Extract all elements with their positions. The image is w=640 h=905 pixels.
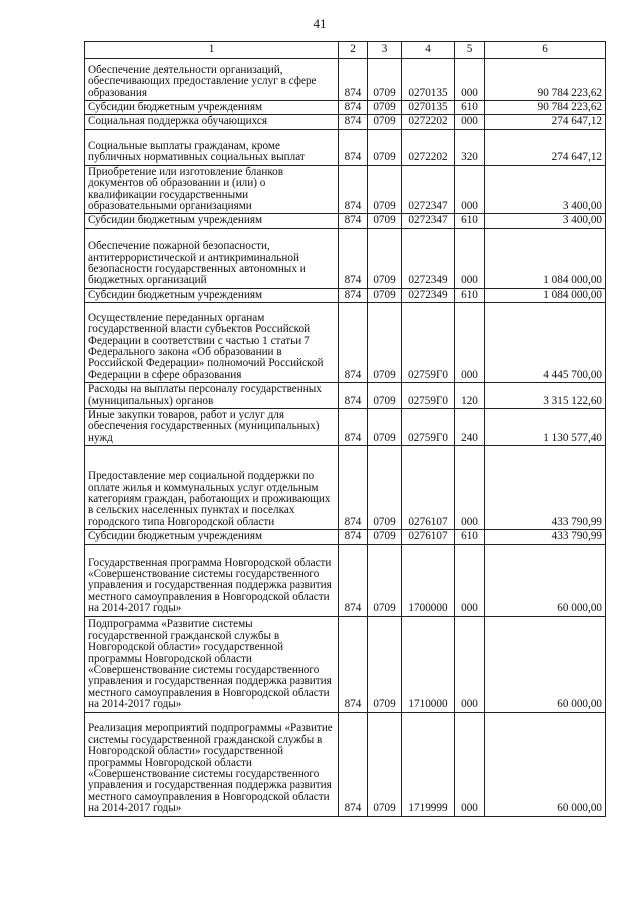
- table-row: [85, 446, 606, 530]
- table-row: [85, 228, 606, 288]
- row-code-2: 874: [339, 530, 368, 544]
- row-code-5: 000: [455, 228, 485, 288]
- row-amount: 60 000,00: [485, 712, 606, 816]
- row-code-4: 0272347: [402, 214, 455, 228]
- row-name: Субсидии бюджетным учреждениям: [85, 530, 339, 544]
- table-row: [85, 544, 606, 616]
- row-code-4: 0272347: [402, 165, 455, 214]
- row-name: Предоставление мер социальной поддержки по оплате жилья и коммунальных услуг отдельным категориям граждан, работающих и проживающих в сельских населенных пунктах и поселках городского типа Новгородской области: [85, 446, 339, 530]
- row-code-5: 000: [455, 303, 485, 383]
- row-code-2: 874: [339, 409, 368, 446]
- row-code-5: 610: [455, 101, 485, 115]
- page-number: 41: [313, 16, 327, 31]
- row-amount: 274 647,12: [485, 129, 606, 165]
- row-code-5: 000: [455, 115, 485, 129]
- row-code-3: 0709: [368, 115, 402, 129]
- row-code-2: 874: [339, 383, 368, 409]
- row-amount: 4 445 700,00: [485, 303, 606, 383]
- row-amount: 3 400,00: [485, 214, 606, 228]
- row-code-5: 240: [455, 409, 485, 446]
- row-name: Приобретение или изготовление бланков документов об образовании и (или) о квалификации государственными образовательными организациями: [85, 165, 339, 214]
- row-code-3: 0709: [368, 101, 402, 115]
- row-code-5: 120: [455, 383, 485, 409]
- row-amount: 433 790,99: [485, 530, 606, 544]
- row-amount: 433 790,99: [485, 446, 606, 530]
- table-row: [85, 59, 606, 101]
- row-code-5: 000: [455, 165, 485, 214]
- row-code-2: 874: [339, 165, 368, 214]
- row-code-4: 1700000: [402, 544, 455, 616]
- row-code-5: 000: [455, 59, 485, 101]
- header-col-6: 6: [485, 42, 606, 59]
- row-amount: 60 000,00: [485, 616, 606, 712]
- row-name: Подпрограмма «Развитие системы государственной гражданской службы в Новгородской области» государственной программы Новгородской области «Совершенствование системы государственного управления и государственная поддержка развития местного самоуправления в Новгородской области на 2014-2017 годы»: [85, 616, 339, 712]
- table-row: [85, 530, 606, 544]
- row-code-2: 874: [339, 544, 368, 616]
- row-name: Обеспечение пожарной безопасности, антитеррористической и антикриминальной безопасности государственных автономных и бюджетных организаций: [85, 228, 339, 288]
- row-code-3: 0709: [368, 409, 402, 446]
- row-name: Субсидии бюджетным учреждениям: [85, 214, 339, 228]
- row-amount: 274 647,12: [485, 115, 606, 129]
- table-row: [85, 383, 606, 409]
- row-code-4: 0270135: [402, 101, 455, 115]
- row-code-3: 0709: [368, 544, 402, 616]
- row-code-4: 0276107: [402, 446, 455, 530]
- budget-table: [84, 41, 606, 817]
- header-col-5: 5: [455, 42, 485, 59]
- table-row: [85, 165, 606, 214]
- table-row: [85, 616, 606, 712]
- row-code-3: 0709: [368, 288, 402, 302]
- row-code-2: 874: [339, 101, 368, 115]
- header-col-3: 3: [368, 42, 402, 59]
- row-code-5: 320: [455, 129, 485, 165]
- row-code-4: 1710000: [402, 616, 455, 712]
- row-code-4: 0270135: [402, 59, 455, 101]
- row-name: Государственная программа Новгородской области «Совершенствование системы государственного управления и государственная поддержка развития местного самоуправления в Новгородской области на 2014-2017 годы»: [85, 544, 339, 616]
- header-col-1: 1: [85, 42, 339, 59]
- table-row: [85, 214, 606, 228]
- row-code-3: 0709: [368, 228, 402, 288]
- row-code-5: 000: [455, 544, 485, 616]
- row-code-5: 000: [455, 616, 485, 712]
- row-name: Социальная поддержка обучающихся: [85, 115, 339, 129]
- row-name: Расходы на выплаты персоналу государственных (муниципальных) органов: [85, 383, 339, 409]
- row-amount: 3 315 122,60: [485, 383, 606, 409]
- row-code-4: 02759Г0: [402, 383, 455, 409]
- row-amount: 90 784 223,62: [485, 101, 606, 115]
- row-code-4: 0272349: [402, 228, 455, 288]
- row-code-3: 0709: [368, 446, 402, 530]
- header-col-2: 2: [339, 42, 368, 59]
- row-name: Иные закупки товаров, работ и услуг для обеспечения государственных (муниципальных) нужд: [85, 409, 339, 446]
- table-row: [85, 712, 606, 816]
- row-name: Осуществление переданных органам государственной власти субъектов Российской Федерации в соответствии с частью 1 статьи 7 Федерального закона «Об образовании в Российской Федерации» полномочий Российской Федерации в сфере образования: [85, 303, 339, 383]
- row-code-2: 874: [339, 59, 368, 101]
- row-amount: 1 130 577,40: [485, 409, 606, 446]
- row-code-2: 874: [339, 303, 368, 383]
- row-name: Социальные выплаты гражданам, кроме публичных нормативных социальных выплат: [85, 129, 339, 165]
- row-code-2: 874: [339, 712, 368, 816]
- row-code-3: 0709: [368, 383, 402, 409]
- row-code-4: 1719999: [402, 712, 455, 816]
- row-code-5: 610: [455, 288, 485, 302]
- row-amount: 90 784 223,62: [485, 59, 606, 101]
- row-code-3: 0709: [368, 59, 402, 101]
- row-code-4: 0272202: [402, 115, 455, 129]
- row-code-3: 0709: [368, 129, 402, 165]
- table-row: [85, 115, 606, 129]
- row-name: Реализация мероприятий подпрограммы «Развитие системы государственной гражданской службы в Новгородской области» государственной программы Новгородской области «Совершенствование системы государственного управления и государственная поддержка развития местного самоуправления в Новгородской области на 2014-2017 годы»: [85, 712, 339, 816]
- row-code-3: 0709: [368, 712, 402, 816]
- table-row: [85, 288, 606, 302]
- header-col-4: 4: [402, 42, 455, 59]
- row-amount: 1 084 000,00: [485, 288, 606, 302]
- row-code-4: 02759Г0: [402, 303, 455, 383]
- row-code-4: 0272202: [402, 129, 455, 165]
- table-row: [85, 409, 606, 446]
- row-amount: 1 084 000,00: [485, 228, 606, 288]
- row-code-5: 000: [455, 446, 485, 530]
- table-row: [85, 129, 606, 165]
- row-amount: 60 000,00: [485, 544, 606, 616]
- row-name: Субсидии бюджетным учреждениям: [85, 288, 339, 302]
- row-code-2: 874: [339, 214, 368, 228]
- table-header-row: [85, 42, 606, 59]
- row-code-5: 000: [455, 712, 485, 816]
- row-code-3: 0709: [368, 303, 402, 383]
- row-code-4: 0272349: [402, 288, 455, 302]
- row-code-2: 874: [339, 115, 368, 129]
- row-code-3: 0709: [368, 214, 402, 228]
- row-code-5: 610: [455, 214, 485, 228]
- row-code-5: 610: [455, 530, 485, 544]
- row-code-3: 0709: [368, 616, 402, 712]
- row-name: Субсидии бюджетным учреждениям: [85, 101, 339, 115]
- row-amount: 3 400,00: [485, 165, 606, 214]
- row-code-4: 02759Г0: [402, 409, 455, 446]
- row-code-2: 874: [339, 228, 368, 288]
- row-code-3: 0709: [368, 530, 402, 544]
- row-name: Обеспечение деятельности организаций, обеспечивающих предоставление услуг в сфере образования: [85, 59, 339, 101]
- row-code-2: 874: [339, 446, 368, 530]
- table-row: [85, 101, 606, 115]
- row-code-3: 0709: [368, 165, 402, 214]
- row-code-4: 0276107: [402, 530, 455, 544]
- row-code-2: 874: [339, 288, 368, 302]
- row-code-2: 874: [339, 616, 368, 712]
- row-code-2: 874: [339, 129, 368, 165]
- table-row: [85, 303, 606, 383]
